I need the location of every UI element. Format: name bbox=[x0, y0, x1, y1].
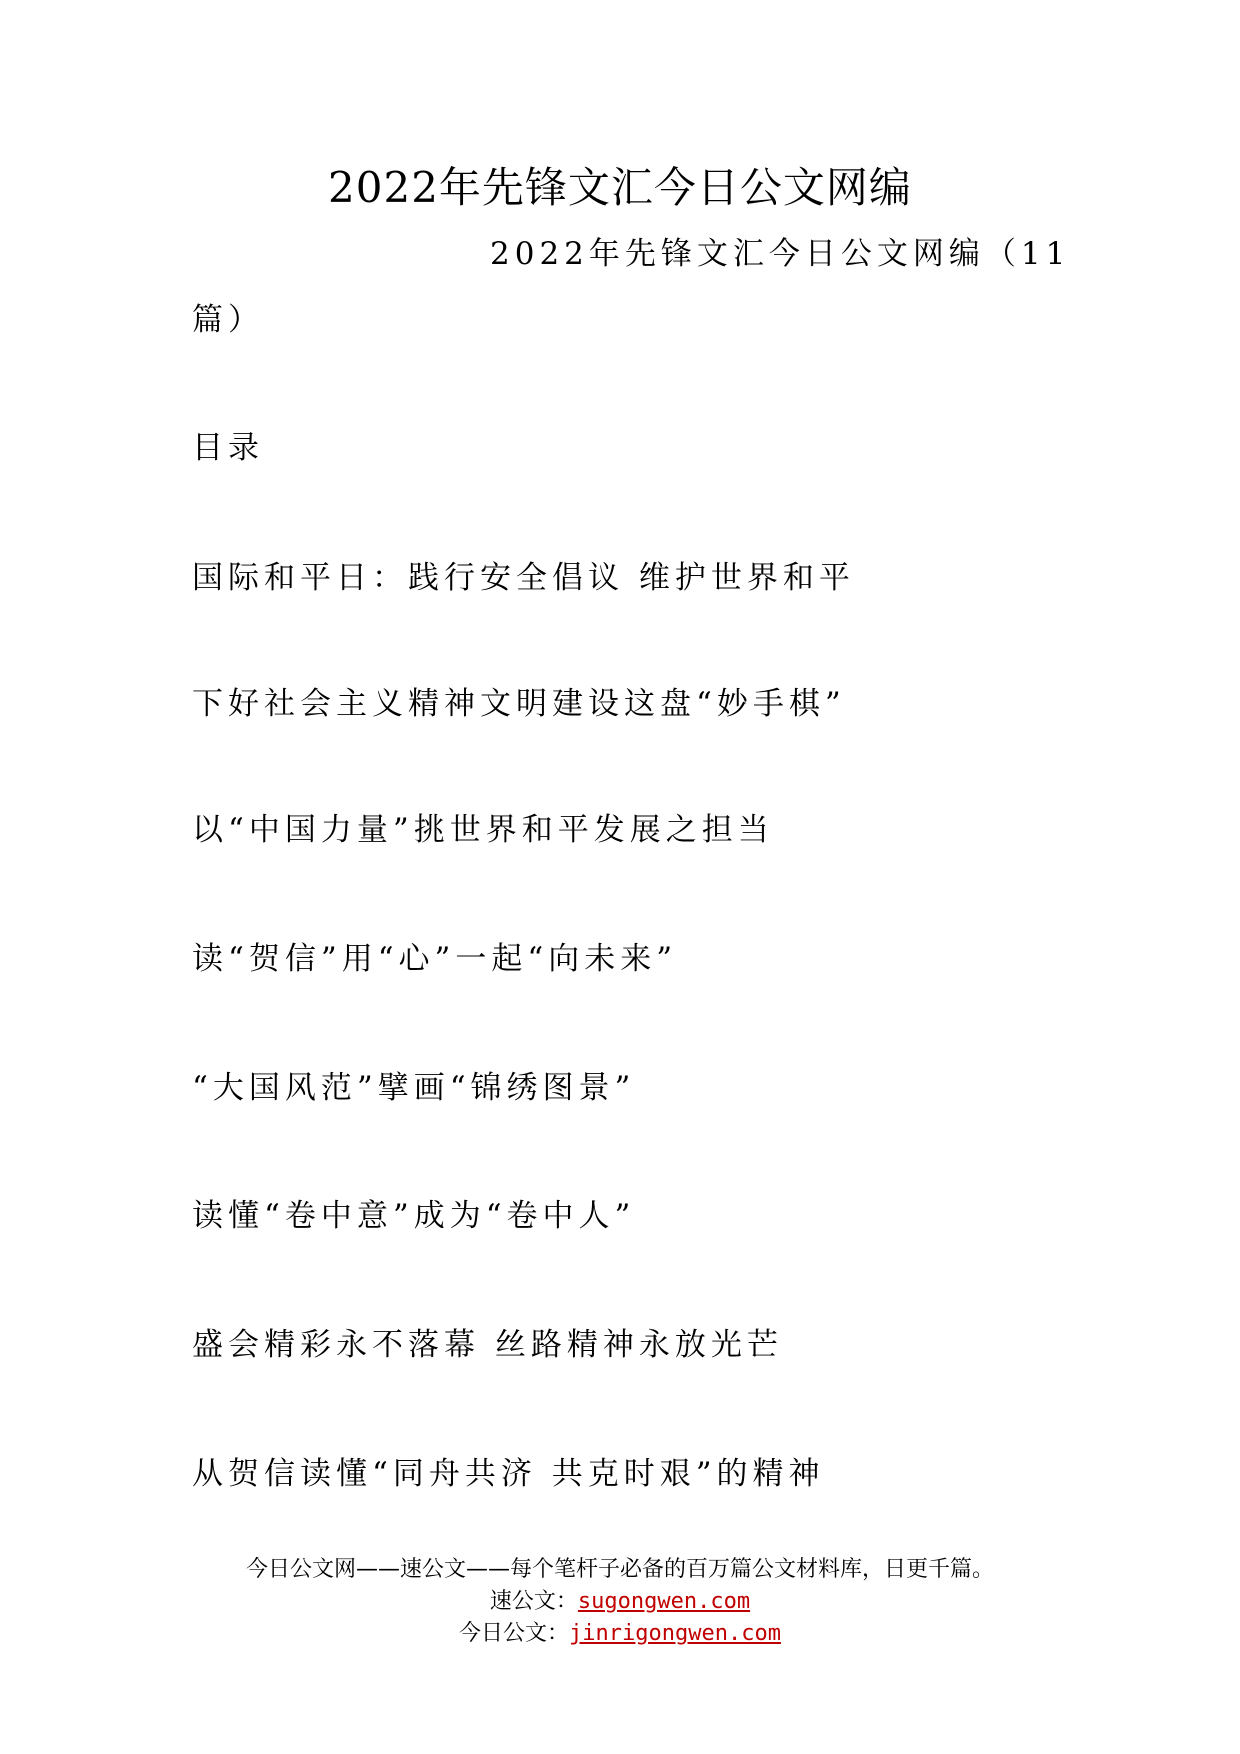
footer-tagline: 今日公文网——速公文——每个笔杆子必备的百万篇公文材料库，日更千篇。 bbox=[245, 1557, 994, 1582]
document-title: 2022年先锋文汇今日公文网编 bbox=[328, 163, 912, 212]
document-subtitle-line1: 2022年先锋文汇今日公文网编（11 bbox=[490, 236, 1071, 272]
page-footer bbox=[0, 1554, 1240, 1650]
toc-item: 从贺信读懂“同舟共济 共克时艰”的精神 bbox=[192, 1456, 825, 1492]
document-subtitle-line2: 篇） bbox=[192, 302, 264, 338]
toc-item: 盛会精彩永不落幕 丝路精神永放光芒 bbox=[192, 1327, 783, 1363]
jinrigongwen-link[interactable]: jinrigongwen.com bbox=[569, 1621, 781, 1646]
toc-heading: 目录 bbox=[192, 430, 264, 466]
footer-sugongwen-line bbox=[0, 1586, 1240, 1618]
footer-sugongwen-label: 速公文： bbox=[489, 1589, 578, 1614]
sugongwen-link[interactable]: sugongwen.com bbox=[577, 1589, 751, 1614]
footer-jinrigongwen-label: 今日公文： bbox=[459, 1621, 570, 1646]
toc-item: 下好社会主义精神文明建设这盘“妙手棋” bbox=[192, 686, 846, 722]
footer-jinrigongwen-line bbox=[0, 1618, 1240, 1650]
toc-item: 读“贺信”用“心”一起“向未来” bbox=[192, 941, 678, 977]
toc-item: 国际和平日：践行安全倡议 维护世界和平 bbox=[192, 560, 855, 596]
toc-item: 读懂“卷中意”成为“卷中人” bbox=[192, 1198, 636, 1234]
toc-item: “大国风范”擘画“锦绣图景” bbox=[192, 1070, 636, 1106]
toc-item: 以“中国力量”挑世界和平发展之担当 bbox=[192, 812, 774, 848]
